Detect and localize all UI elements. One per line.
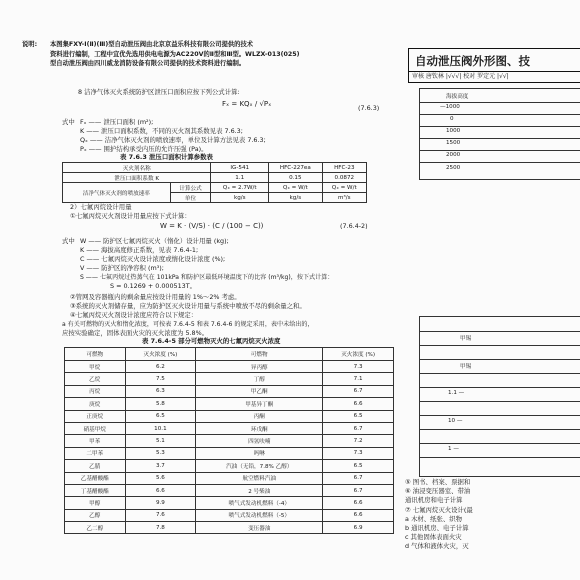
table-row bbox=[65, 447, 394, 459]
cell: 0 bbox=[450, 116, 454, 122]
cell: 异丙醇 bbox=[196, 361, 323, 373]
cell: 6.7 bbox=[323, 385, 394, 397]
cell: 3.7 bbox=[125, 460, 196, 472]
altitude-table bbox=[419, 88, 580, 180]
cell: 甲醇 bbox=[65, 497, 126, 509]
table-row bbox=[65, 522, 394, 534]
table-row bbox=[63, 163, 367, 173]
cell: 6.2 bbox=[125, 361, 196, 373]
cell: 7.2 bbox=[323, 435, 394, 447]
cell: 丙烷 bbox=[65, 385, 126, 397]
def-line: Pₓ —— 围护结构承受内压的允许压强 (Pa)。 bbox=[80, 145, 208, 153]
cell: 甲乙酮 bbox=[196, 385, 323, 397]
def-line: K —— 海拔高度修正系数，见表 7.6.4-1; bbox=[80, 246, 199, 254]
def-line: S = 0.1269 + 0.000513T。 bbox=[110, 282, 197, 290]
cell: 汽油（无铅，7.8% 乙醇） bbox=[196, 460, 323, 472]
cell: 硝基甲烷 bbox=[65, 422, 126, 434]
table-row bbox=[65, 509, 394, 521]
table-row bbox=[65, 410, 394, 422]
cell: kg/s bbox=[211, 193, 269, 203]
cell: Qₓ = W/t bbox=[322, 183, 366, 193]
cell: 洁净气体灭火剂的喷放速率 bbox=[63, 183, 171, 203]
note-line: a 有关可燃物的灭火和惰化浓度，可按表 7.6.4-5 和表 7.6.4-6 的规定采用，表中未给出的， bbox=[62, 321, 314, 328]
table7645-caption: 表 7.6.4-5 部分可燃物灭火的七氟丙烷灭火浓度 bbox=[142, 337, 281, 345]
table-row bbox=[65, 435, 394, 447]
cell: 6.6 bbox=[125, 484, 196, 496]
cell: 7.6 bbox=[125, 509, 196, 521]
cell: 海拔高度 bbox=[446, 94, 469, 100]
section8-heading: 8 洁净气体灭火系统防护区泄压口面积应按下列公式计算: bbox=[78, 88, 240, 96]
cell: 变压器油 bbox=[196, 522, 323, 534]
cell: 6.7 bbox=[323, 422, 394, 434]
cell: 丙酮 bbox=[196, 410, 323, 422]
cell: 可燃物 bbox=[196, 348, 323, 361]
table-row bbox=[65, 460, 394, 472]
table-row bbox=[65, 361, 394, 373]
section2-formula-no: (7.6.4-2) bbox=[340, 222, 368, 230]
def-line: C —— 七氟丙烷灭火设计浓度或惰化设计浓度 (%); bbox=[80, 255, 226, 263]
note-line: 应按实验确定，固体表面火灾的灭火浓度为 5.8%。 bbox=[62, 329, 209, 337]
cell: 6.6 bbox=[323, 509, 394, 521]
cell: m³/s bbox=[322, 193, 366, 203]
cell: 庚烷 bbox=[65, 398, 126, 410]
cell: 灭火剂名称 bbox=[63, 163, 211, 173]
cell: 乙醇 bbox=[65, 509, 126, 521]
cell: 正庚烷 bbox=[65, 410, 126, 422]
table-row bbox=[65, 497, 394, 509]
note-line: ④七氟丙烷灭火剂设计浓度应符合以下规定： bbox=[70, 311, 198, 319]
cell: 6.7 bbox=[323, 484, 394, 496]
table-7645 bbox=[64, 347, 394, 534]
cell: 0.0872 bbox=[322, 173, 366, 183]
cell: 吗啉 bbox=[196, 447, 323, 459]
cell: 1.1 — bbox=[448, 390, 465, 396]
right-notes bbox=[405, 478, 473, 552]
cell: 1.1 bbox=[211, 173, 269, 183]
section8-formula-no: (7.6.3) bbox=[358, 104, 380, 112]
title-block: 自动泄压阀外形图、技 bbox=[408, 48, 580, 72]
note-line: 本图集FXY-Ⅰ(Ⅱ)(Ⅲ)型自动泄压阀由北京京益乐科技有限公司提供的技术 bbox=[50, 41, 254, 48]
cell: 5.1 bbox=[125, 435, 196, 447]
cell: 6.3 bbox=[125, 385, 196, 397]
def-line: V —— 防护区的净容积 (m³); bbox=[80, 264, 164, 272]
cell: 2500 bbox=[446, 165, 461, 171]
cell: 喷气式发动机燃料（-4） bbox=[196, 497, 323, 509]
cell: 乙腈 bbox=[65, 460, 126, 472]
cell: 灭火浓度 (%) bbox=[323, 348, 394, 361]
cell: 计算公式 bbox=[170, 183, 211, 193]
cell: 6.5 bbox=[323, 410, 394, 422]
cell: 10 — bbox=[448, 418, 463, 424]
def-line: W —— 防护区七氟丙烷灭火（惰化）设计用量 (kg); bbox=[80, 237, 229, 245]
cell: 7.5 bbox=[125, 373, 196, 385]
note-line: ⑥ 油浸变压器室、带油 bbox=[405, 487, 471, 496]
cell: 丁醇 bbox=[196, 373, 323, 385]
cell: 5.3 bbox=[125, 447, 196, 459]
cell: 航空燃料汽油 bbox=[196, 472, 323, 484]
cell: 6.6 bbox=[323, 398, 394, 410]
cell: 10.1 bbox=[125, 422, 196, 434]
cell: 泄压口面积系数 K bbox=[63, 173, 211, 183]
table-row bbox=[65, 385, 394, 397]
note-line: ⑤ 图书、档案、票据和 bbox=[405, 478, 471, 486]
cell: 甲烷 bbox=[65, 361, 126, 373]
cell: 6.9 bbox=[323, 522, 394, 534]
cell: 乙烷 bbox=[65, 373, 126, 385]
cell: 二甲苯 bbox=[65, 447, 126, 459]
sign-row: 审核 唐钦林 |√√√| 校对 罗定元 |√√| bbox=[408, 72, 580, 83]
table-row bbox=[65, 398, 394, 410]
cell: 5.6 bbox=[125, 472, 196, 484]
right-column bbox=[405, 88, 580, 580]
note-line: a 木材、纸张、织物 bbox=[405, 514, 463, 523]
note-line: d 气体和液体火灾，灭 bbox=[405, 542, 469, 551]
cell: —1000 bbox=[440, 104, 460, 110]
note-line: ②管网及容器瓶内的剩余量应按设计用量的 1%～2% 考虑。 bbox=[70, 293, 241, 301]
table-row bbox=[65, 348, 394, 361]
cell: 6.6 bbox=[323, 497, 394, 509]
note-line: 型自动泄压阀由四川威龙消防设备有限公司提供的技术资料进行编制。 bbox=[50, 60, 246, 67]
table-763 bbox=[62, 162, 367, 203]
cell: 喷气式发动机燃料（-5） bbox=[196, 509, 323, 521]
table763-caption: 表 7.6.3 泄压口面积计算参数表 bbox=[120, 153, 213, 161]
cell: 9.9 bbox=[125, 497, 196, 509]
cell: 四氢呋喃 bbox=[196, 435, 323, 447]
def-line: K —— 泄压口面积系数，不同的灭火剂其系数见表 7.6.3; bbox=[80, 127, 243, 135]
table-row bbox=[65, 373, 394, 385]
def-line: Qₓ —— 洁净气体灭火剂的喷放速率，单位及计算方法见表 7.6.3; bbox=[80, 136, 266, 144]
cell: 2 号柴油 bbox=[196, 484, 323, 496]
cell: 1500 bbox=[446, 140, 461, 146]
cell: 1000 bbox=[446, 128, 461, 134]
cell: 6.7 bbox=[323, 472, 394, 484]
right-box bbox=[419, 316, 580, 477]
cell: 7.3 bbox=[323, 361, 394, 373]
table-row bbox=[63, 183, 367, 193]
cell: 甲苯 bbox=[65, 435, 126, 447]
section8-formula: Fₓ = KQₓ / √Pₓ bbox=[222, 100, 272, 108]
table-row bbox=[65, 484, 394, 496]
cell: 甲锡 bbox=[460, 364, 472, 370]
note-line: ⑦ 七氟丙烷灭火设计(最 bbox=[405, 505, 473, 514]
note-line: c 其他固体表面火灾 bbox=[405, 533, 462, 542]
section2-heading: 2）七氟丙烷设计用量 bbox=[70, 203, 132, 211]
cell: 环戊酮 bbox=[196, 422, 323, 434]
table-row bbox=[63, 173, 367, 183]
cell: 7.3 bbox=[323, 447, 394, 459]
note-label: 说明: bbox=[22, 41, 38, 48]
cell: HFC-23 bbox=[322, 163, 366, 173]
cell: 单位 bbox=[170, 193, 211, 203]
table-row bbox=[65, 422, 394, 434]
where-label: 式中 bbox=[62, 237, 75, 245]
cell: 5.8 bbox=[125, 398, 196, 410]
cell: IG-541 bbox=[211, 163, 269, 173]
table-row bbox=[65, 472, 394, 484]
cell: 1 — bbox=[448, 446, 459, 452]
note-line: b 通讯机房、电子计算 bbox=[405, 524, 469, 533]
cell: Qₓ = 2.7W/t bbox=[211, 183, 269, 193]
cell: Qₓ = W/t bbox=[269, 183, 323, 193]
section2-formula: W = K · (V/S) · (C / (100 − C)) bbox=[160, 222, 264, 230]
note-line: ③系统的灭火剂储存量，应为防护区灭火设计用量与系统中喷放不尽的剩余量之和。 bbox=[70, 302, 306, 310]
cell: 灭火浓度 (%) bbox=[125, 348, 196, 361]
cell: 2000 bbox=[446, 152, 461, 158]
def-line: S —— 七氟丙烷过热蒸气在 101kPa 和防护区最低环境温度下的比容 (m³/kg)，按下式计算： bbox=[80, 274, 334, 281]
cell: 乙二醇 bbox=[65, 522, 126, 534]
section2-line: ①七氟丙烷灭火剂设计用量应按下式计算： bbox=[70, 212, 191, 220]
cell: 乙基醋酸酯 bbox=[65, 472, 126, 484]
cell: 丁基醋酸酯 bbox=[65, 484, 126, 496]
cell: kg/s bbox=[269, 193, 323, 203]
def-line: Fₓ —— 泄压口面积 (m²); bbox=[80, 118, 154, 126]
note-line: 资料进行编制，工程中宜优先选用供电电源为AC220V的Ⅱ型和Ⅲ型。WLZX-013(025) bbox=[50, 50, 300, 58]
where-label: 式中 bbox=[62, 118, 75, 126]
cell: 7.1 bbox=[323, 373, 394, 385]
cell: 0.15 bbox=[269, 173, 323, 183]
header-note bbox=[22, 40, 405, 69]
note-line: 通讯机房和电子计算 bbox=[405, 496, 463, 505]
cell: 6.5 bbox=[125, 410, 196, 422]
cell: HFC-227ea bbox=[269, 163, 323, 173]
cell: 甲基异丁酮 bbox=[196, 398, 323, 410]
cell: 甲锡 bbox=[460, 336, 472, 342]
cell: 可燃物 bbox=[65, 348, 126, 361]
cell: 6.5 bbox=[323, 460, 394, 472]
cell: 7.8 bbox=[125, 522, 196, 534]
